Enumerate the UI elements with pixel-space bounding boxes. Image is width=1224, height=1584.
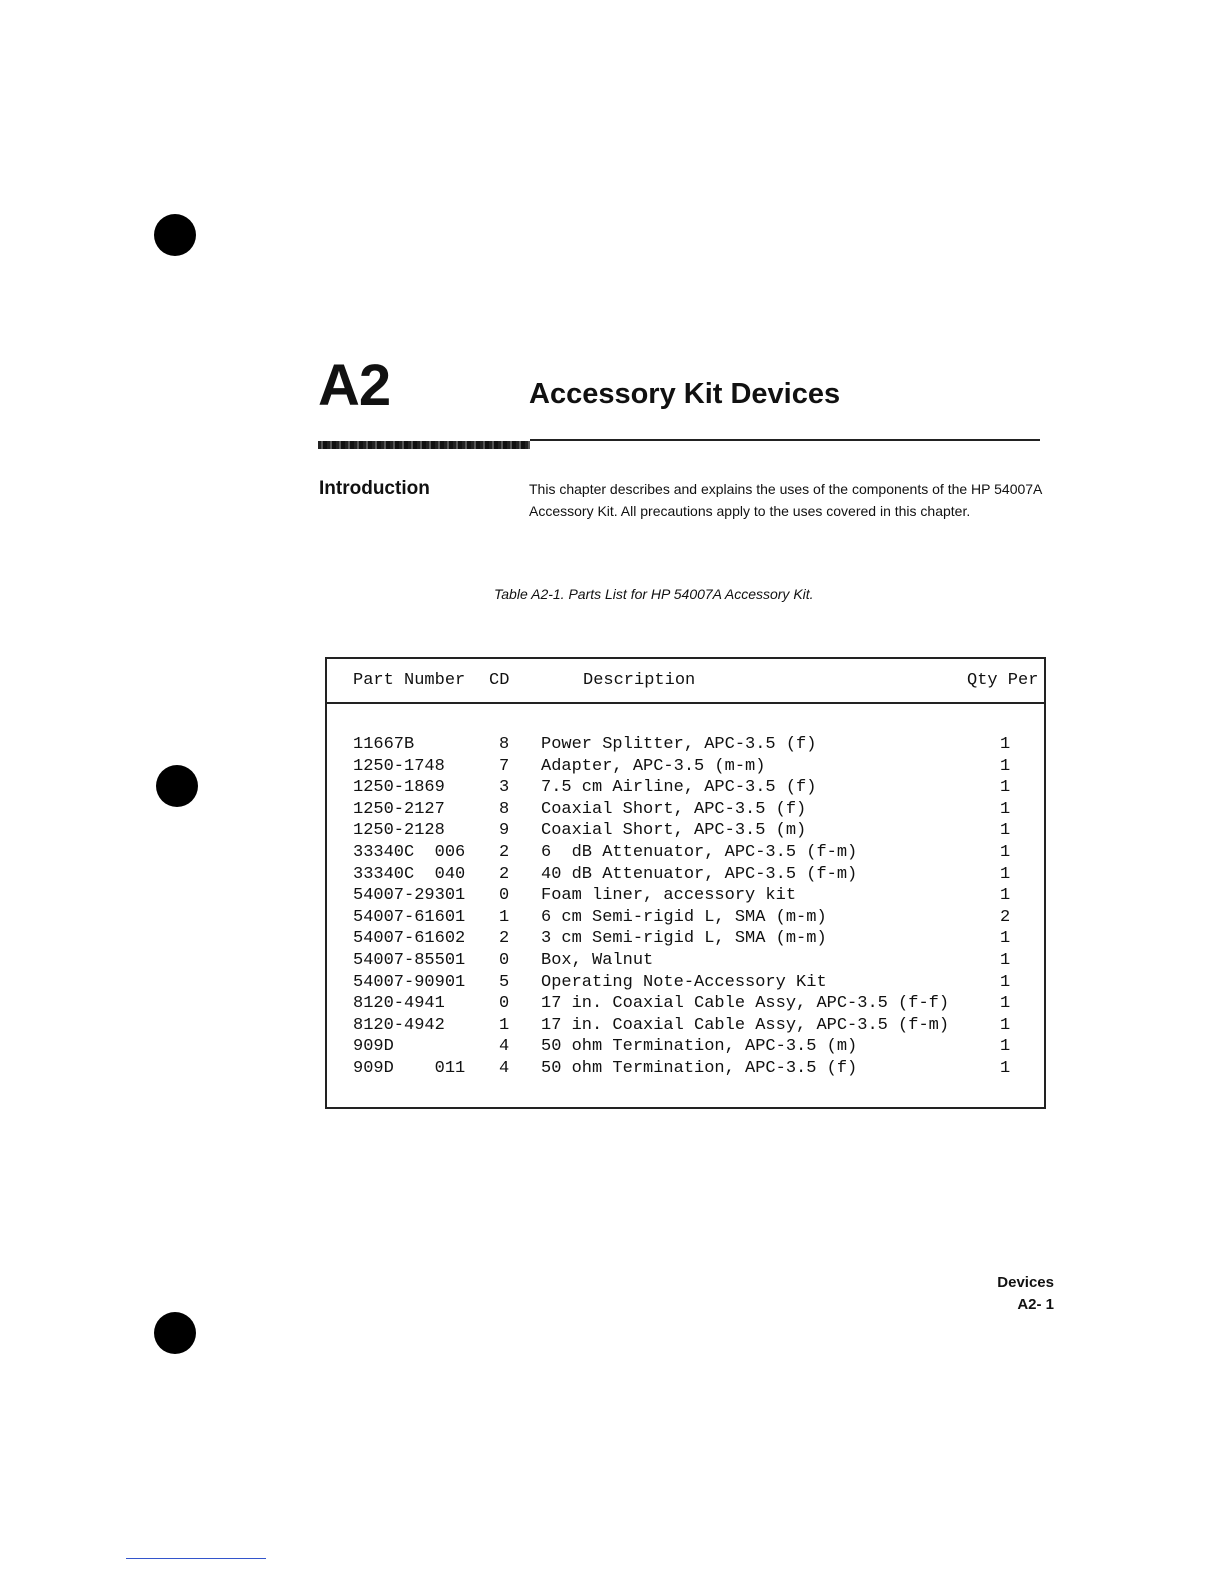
table-row (327, 757, 1044, 778)
cell-part-number: 1250-1869 (353, 778, 445, 798)
cell-qty: 1 (1000, 886, 1011, 906)
introduction-text: This chapter describes and explains the uses of the components of the HP 54007A Accessory Kit. All precautions apply to the uses covered in this chapter. (529, 481, 1042, 519)
table-row (327, 886, 1044, 907)
table-row (327, 951, 1044, 972)
binder-hole-middle (156, 765, 198, 807)
cell-part-number: 54007-85501 (353, 951, 466, 970)
table-row (327, 994, 1044, 1015)
cell-part-number: 33340C 040 (353, 864, 466, 884)
cell-qty: 1 (1000, 799, 1011, 819)
cell-part-number: 1250-1748 (353, 756, 445, 776)
table-header (327, 659, 1044, 704)
cell-cd: 4 (499, 1059, 510, 1078)
footer-page-number: A2- 1 (1017, 1296, 1054, 1313)
parts-table (325, 657, 1046, 1109)
chapter-number: A2 (318, 353, 391, 418)
cell-description: Coaxial Short, APC-3.5 (m) (541, 821, 807, 841)
cell-qty: 1 (1000, 843, 1011, 862)
cell-cd: 7 (499, 756, 510, 776)
table-caption: Table A2-1. Parts List for HP 54007A Accessory Kit. (494, 586, 814, 602)
cell-description: 17 in. Coaxial Cable Assy, APC-3.5 (f-f) (541, 994, 950, 1014)
cell-cd: 8 (499, 735, 510, 754)
cell-cd: 1 (499, 1015, 510, 1035)
cell-part-number: 909D (353, 1037, 394, 1057)
table-row (327, 735, 1044, 756)
cell-description: 3 cm Semi-rigid L, SMA (m-m) (541, 929, 827, 949)
table-row (327, 821, 1044, 842)
table-row (327, 843, 1044, 864)
cell-qty: 1 (1000, 994, 1011, 1014)
cell-part-number: 8120-4941 (353, 994, 445, 1014)
cell-cd: 1 (499, 907, 510, 927)
cell-description: 50 ohm Termination, APC-3.5 (m) (541, 1037, 858, 1057)
cell-qty: 1 (1000, 1037, 1011, 1057)
cell-qty: 1 (1000, 864, 1011, 884)
cell-description: Operating Note-Accessory Kit (541, 972, 827, 992)
binder-hole-bottom (154, 1312, 196, 1354)
cell-cd: 4 (499, 1037, 510, 1057)
cell-description: 40 dB Attenuator, APC-3.5 (f-m) (541, 864, 858, 884)
cell-part-number: 1250-2127 (353, 799, 445, 819)
cell-qty: 1 (1000, 778, 1011, 798)
table-row (327, 929, 1044, 950)
cell-cd: 8 (499, 799, 510, 819)
cell-qty: 1 (1000, 1015, 1011, 1035)
cell-cd: 5 (499, 972, 510, 992)
header-qty: Qty Per (967, 671, 1039, 690)
header-description: Description (583, 671, 696, 690)
cell-description: Coaxial Short, APC-3.5 (f) (541, 799, 807, 819)
chapter-title: Accessory Kit Devices (529, 378, 841, 410)
table-row (327, 973, 1044, 994)
table-row (327, 1059, 1044, 1080)
table-row (327, 865, 1044, 886)
cell-cd: 3 (499, 778, 510, 798)
cell-qty: 1 (1000, 951, 1011, 970)
cell-description: Foam liner, accessory kit (541, 886, 797, 906)
introduction-heading: Introduction (319, 478, 430, 499)
cell-cd: 2 (499, 843, 510, 862)
cell-part-number: 909D 011 (353, 1059, 466, 1078)
cell-qty: 1 (1000, 821, 1011, 841)
cell-cd: 9 (499, 821, 510, 841)
cell-part-number: 54007-61602 (353, 929, 466, 949)
cell-qty: 1 (1000, 972, 1011, 992)
cell-qty: 1 (1000, 735, 1011, 754)
cell-part-number: 11667B (353, 735, 415, 754)
table-row (327, 778, 1044, 799)
cell-part-number: 54007-90901 (353, 972, 466, 992)
cell-part-number: 33340C 006 (353, 843, 466, 862)
bottom-divider (126, 1558, 266, 1559)
cell-description: Adapter, APC-3.5 (m-m) (541, 756, 766, 776)
cell-description: 7.5 cm Airline, APC-3.5 (f) (541, 778, 817, 798)
table-row (327, 1037, 1044, 1058)
cell-qty: 1 (1000, 929, 1011, 949)
cell-cd: 0 (499, 886, 510, 906)
cell-description: 6 cm Semi-rigid L, SMA (m-m) (541, 907, 827, 927)
cell-qty: 2 (1000, 907, 1011, 927)
cell-qty: 1 (1000, 1059, 1011, 1078)
binder-hole-top (154, 214, 196, 256)
chapter-rule-thick (318, 441, 530, 449)
cell-part-number: 54007-29301 (353, 886, 466, 906)
cell-description: Power Splitter, APC-3.5 (f) (541, 735, 817, 754)
cell-description: 6 dB Attenuator, APC-3.5 (f-m) (541, 843, 858, 862)
cell-cd: 0 (499, 994, 510, 1014)
cell-description: 50 ohm Termination, APC-3.5 (f) (541, 1059, 858, 1078)
table-row (327, 1016, 1044, 1037)
cell-part-number: 8120-4942 (353, 1015, 445, 1035)
cell-cd: 0 (499, 951, 510, 970)
cell-part-number: 54007-61601 (353, 907, 466, 927)
chapter-rule-thin (530, 439, 1040, 441)
header-part-number: Part Number (353, 671, 466, 690)
cell-part-number: 1250-2128 (353, 821, 445, 841)
table-row (327, 908, 1044, 929)
footer-section: Devices (997, 1274, 1054, 1291)
cell-cd: 2 (499, 864, 510, 884)
table-row (327, 800, 1044, 821)
cell-qty: 1 (1000, 756, 1011, 776)
cell-description: 17 in. Coaxial Cable Assy, APC-3.5 (f-m) (541, 1015, 950, 1035)
header-cd: CD (489, 671, 510, 690)
cell-description: Box, Walnut (541, 951, 654, 970)
cell-cd: 2 (499, 929, 510, 949)
